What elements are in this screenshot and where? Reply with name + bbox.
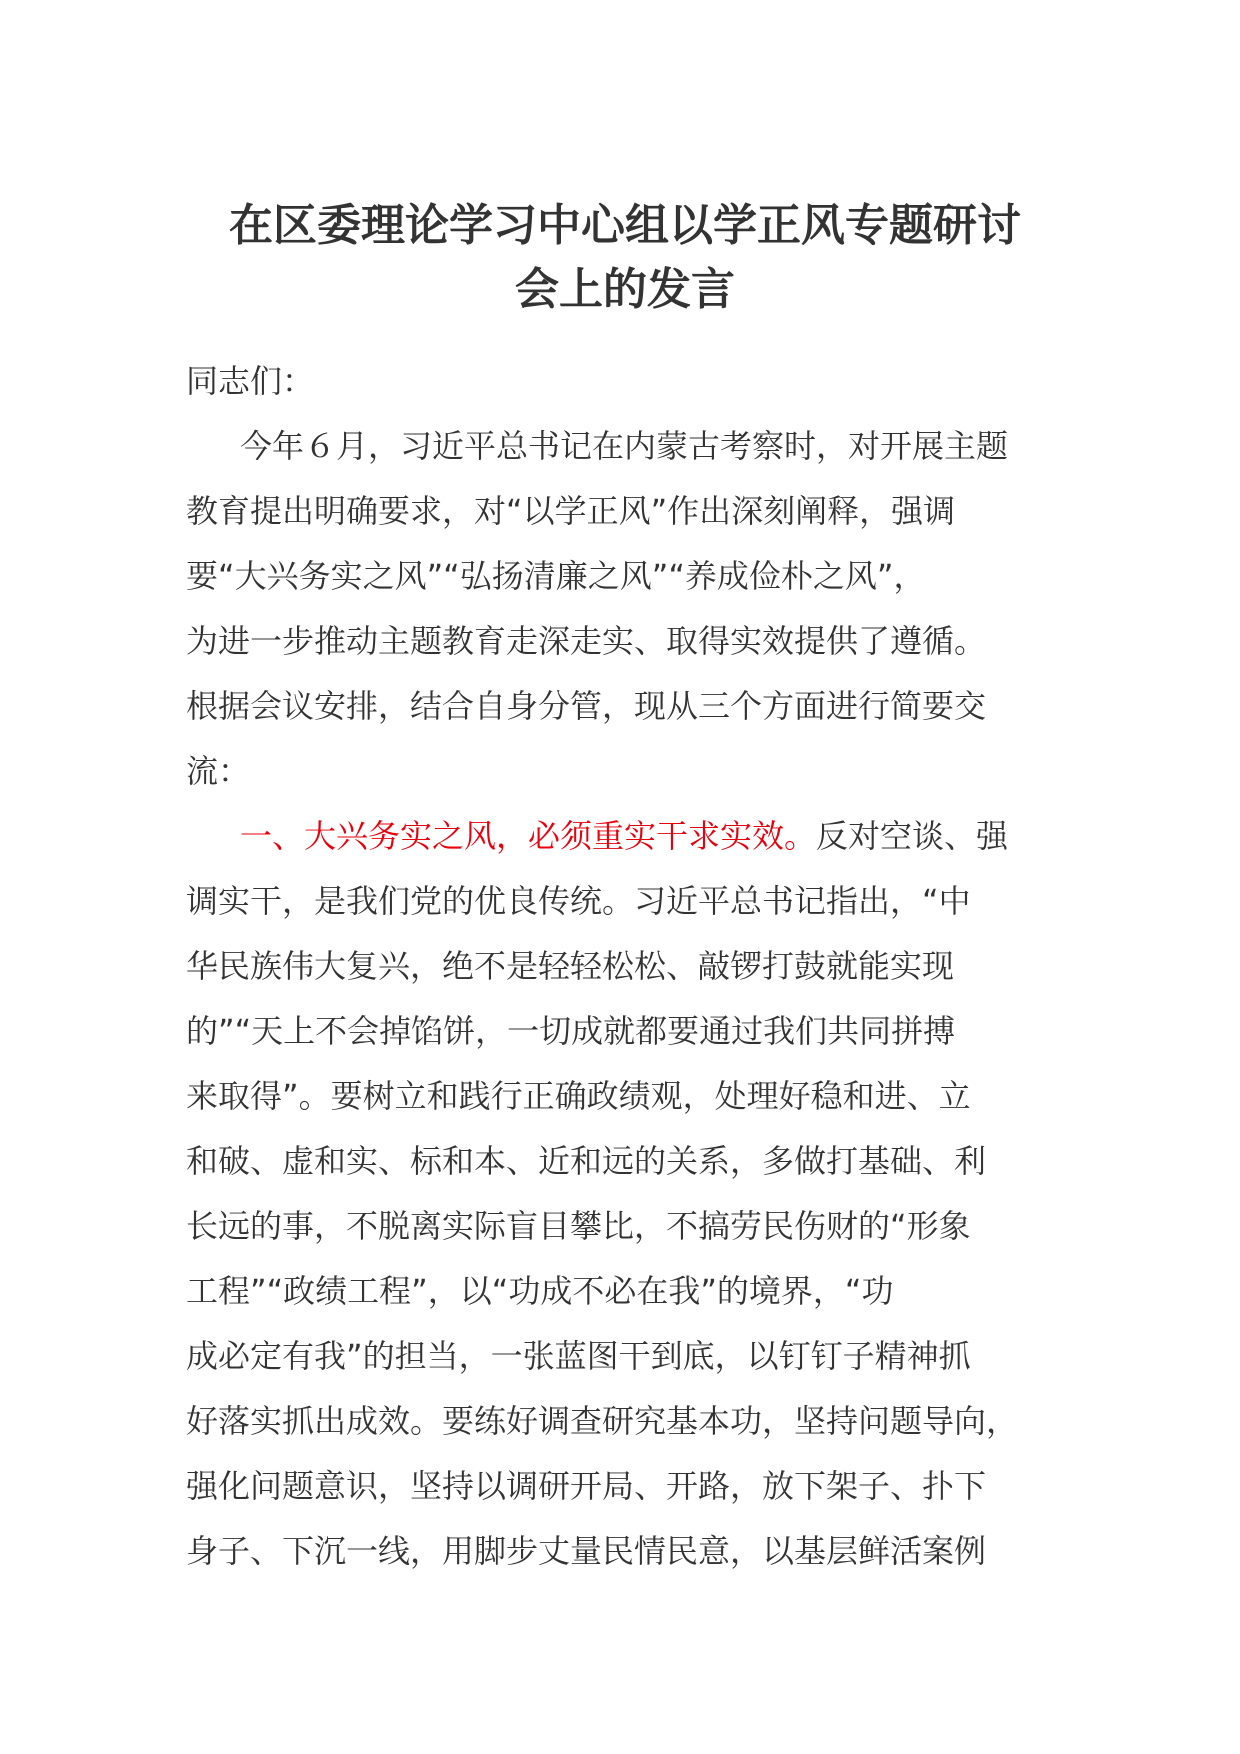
paragraph-1-line: 教育提出明确要求，对“以学正风”作出深刻阐释，强调 — [186, 492, 956, 530]
paragraph-1-line: 要“大兴务实之风”“弘扬清廉之风”“养成俭朴之风”， — [186, 557, 926, 595]
paragraph-1-line: 为进一步推动主题教育走深走实、取得实效提供了遵循。 — [186, 622, 987, 660]
document-body — [186, 349, 1066, 1584]
section-1-line: 工程”“政绩工程”，以“功成不必在我”的境界，“功 — [186, 1272, 894, 1310]
paragraph-1-line: 今年６月，习近平总书记在内蒙古考察时，对开展主题 — [240, 427, 1009, 465]
salutation: 同志们： — [186, 362, 315, 400]
section-1-line: 长远的事，不脱离实际盲目攀比，不搞劳民伤财的“形象 — [186, 1207, 971, 1245]
section-1-line: 来取得”。要树立和践行正确政绩观，处理好稳和进、立 — [186, 1077, 971, 1115]
title-line-1: 在区委理论学习中心组以学正风专题研讨 — [229, 200, 1021, 251]
section-1-heading: 一、大兴务实之风，必须重实干求实效。 — [240, 817, 817, 855]
section-1-text: 反对空谈、强 — [816, 817, 1009, 855]
section-1-first-line — [186, 804, 1066, 869]
document-title — [160, 194, 1090, 322]
paragraph-1-line: 流： — [186, 752, 251, 790]
section-1-line: 身子、下沉一线，用脚步丈量民情民意，以基层鲜活案例 — [186, 1532, 987, 1570]
title-line-2: 会上的发言 — [515, 264, 735, 315]
section-1-line: 好落实抓出成效。要练好调查研究基本功，坚持问题导向， — [186, 1402, 1019, 1440]
paragraph-1-line: 根据会议安排，结合自身分管，现从三个方面进行简要交 — [186, 687, 987, 725]
section-1-line: 华民族伟大复兴，绝不是轻轻松松、敲锣打鼓就能实现 — [186, 947, 955, 985]
section-1-line: 成必定有我”的担当，一张蓝图干到底，以钉钉子精神抓 — [186, 1337, 971, 1375]
section-1-line: 和破、虚和实、标和本、近和远的关系，多做打基础、利 — [186, 1142, 987, 1180]
section-1-line: 的”“天上不会掉馅饼，一切成就都要通过我们共同拼搏 — [186, 1012, 956, 1050]
section-1-line: 强化问题意识，坚持以调研开局、开路，放下架子、扑下 — [186, 1467, 987, 1505]
section-1-line: 调实干，是我们党的优良传统。习近平总书记指出，“中 — [186, 882, 971, 920]
